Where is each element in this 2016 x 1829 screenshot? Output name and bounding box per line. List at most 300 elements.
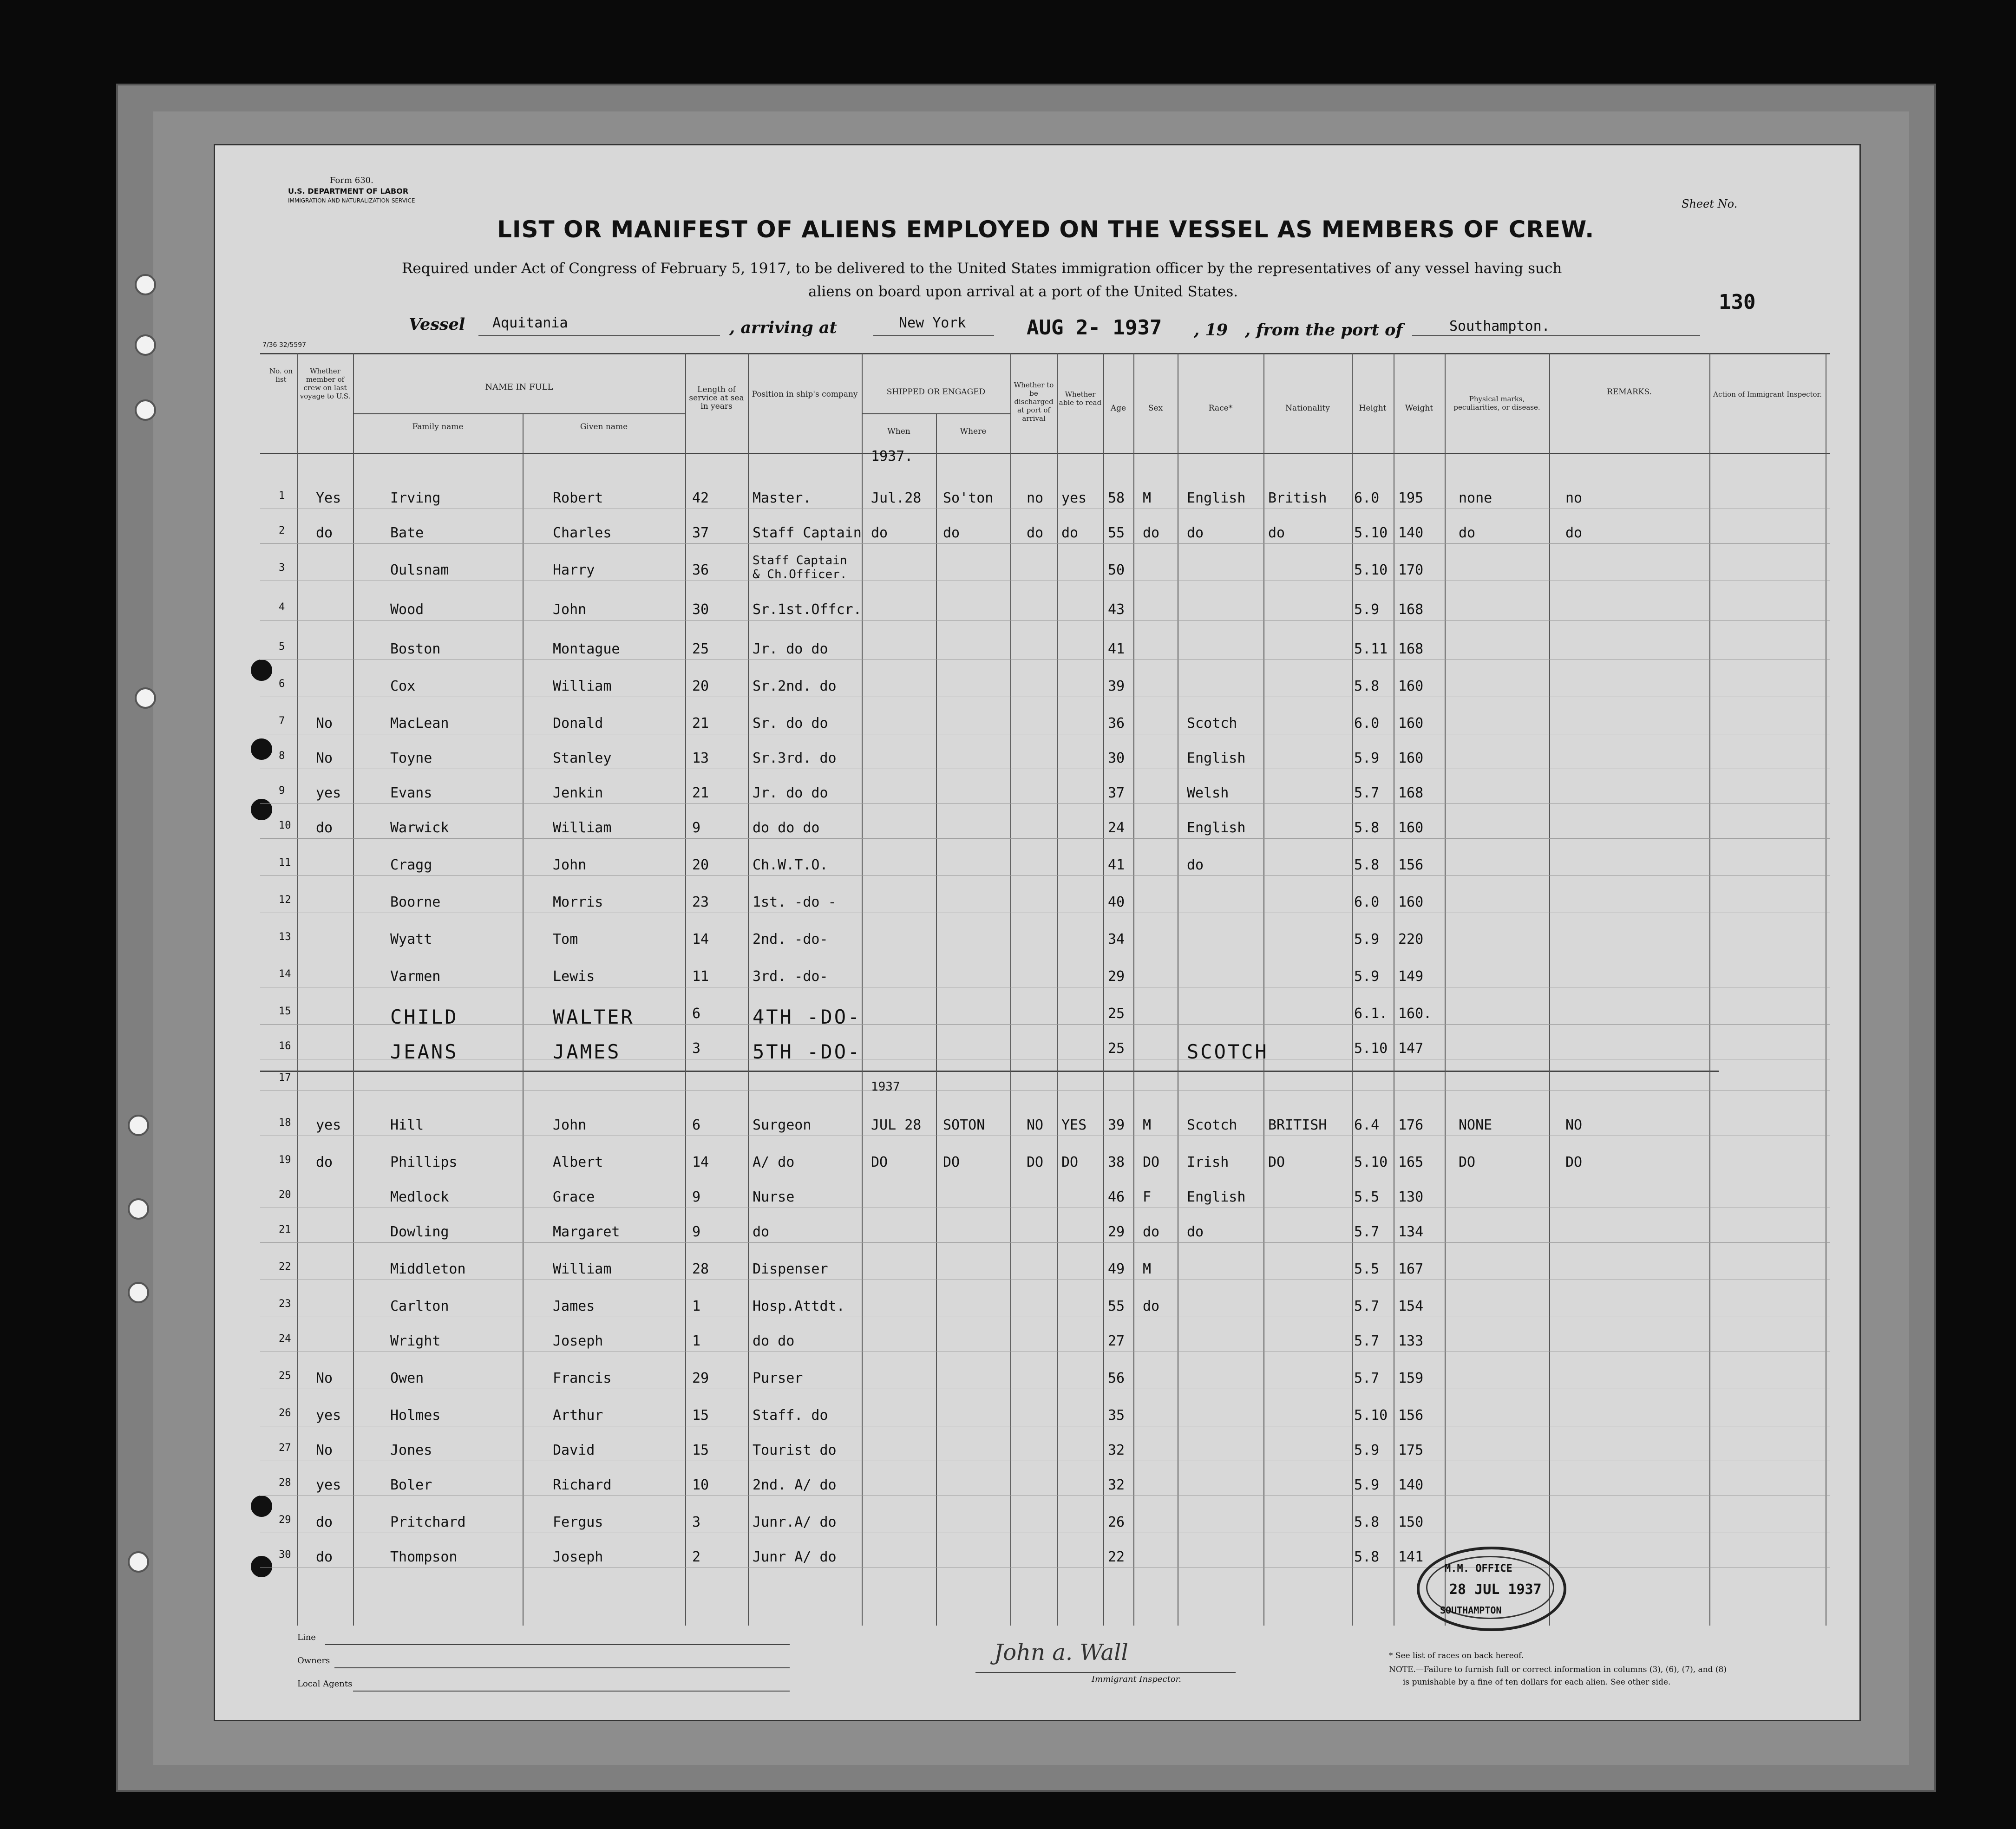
cell-height: 5.9: [1354, 601, 1380, 618]
cell-height: 5.8: [1354, 1549, 1380, 1565]
cell-race: do: [1187, 1224, 1204, 1240]
page-title: LIST OR MANIFEST OF ALIENS EMPLOYED ON THE VESSEL AS MEMBERS OF CREW.: [497, 216, 1595, 243]
cell-family-name: Wood: [390, 601, 424, 618]
cell-given-name: WALTER: [553, 1006, 635, 1028]
cell-service-years: 3: [692, 1514, 701, 1530]
col-header-read: Whether able to read: [1059, 390, 1102, 407]
cell-shipped-where: DO: [943, 1154, 960, 1170]
cell-sex: M: [1143, 490, 1152, 506]
cell-shipped-where: So'ton: [943, 490, 994, 506]
cell-height: 5.8: [1354, 1514, 1380, 1530]
from-underline: [1412, 335, 1700, 336]
cell-family-name: Carlton: [390, 1298, 449, 1314]
footer-line-label: Line: [297, 1633, 316, 1642]
cell-height: 5.8: [1354, 857, 1380, 873]
cell-position: Master.: [753, 490, 812, 506]
cell-shipped-when: DO: [871, 1154, 888, 1170]
stamp-date: 28 JUL 1937: [1449, 1581, 1542, 1598]
cell-nationality: DO: [1268, 1154, 1285, 1170]
form-number: Form 630.: [330, 176, 373, 185]
cell-position: Surgeon: [753, 1117, 812, 1133]
cell-discharged: DO: [1027, 1154, 1044, 1170]
penalty-note-2: is punishable by a fine of ten dollars for each alien. See other side.: [1403, 1678, 1671, 1687]
cell-row-number: 20: [279, 1189, 291, 1201]
binder-hole: [251, 1496, 272, 1517]
col-header-where: Where: [960, 427, 987, 436]
cell-weight: 141: [1398, 1549, 1424, 1565]
form-department: U.S. DEPARTMENT OF LABOR: [288, 187, 409, 196]
footer-agents-blank: [353, 1691, 790, 1692]
cell-height: 5.10: [1354, 1040, 1388, 1057]
cell-weight: 170: [1398, 562, 1424, 578]
cell-row-number: 24: [279, 1333, 291, 1345]
vessel-label: Vessel: [409, 315, 465, 334]
binder-hole: [251, 660, 272, 681]
cell-given-name: John: [553, 857, 587, 873]
cell-age: 25: [1108, 1006, 1125, 1022]
cell-crew-last-voyage: do: [316, 1549, 333, 1565]
col-header-physical-marks: Physical marks, peculiarities, or disease.: [1453, 395, 1540, 412]
cell-position: Sr. do do: [753, 715, 828, 732]
cell-service-years: 13: [692, 750, 709, 766]
cell-service-years: 14: [692, 1154, 709, 1170]
cell-weight: 130: [1398, 1189, 1424, 1205]
cell-crew-last-voyage: No: [316, 1442, 333, 1458]
cell-crew-last-voyage: do: [316, 820, 333, 836]
cell-position: Ch.W.T.O.: [753, 857, 828, 873]
cell-race: English: [1187, 490, 1246, 506]
cell-physical-marks: none: [1459, 490, 1492, 506]
cell-age: 43: [1108, 601, 1125, 618]
cell-age: 32: [1108, 1477, 1125, 1493]
cell-age: 39: [1108, 678, 1125, 694]
col-header-shipped: SHIPPED OR ENGAGED: [886, 387, 986, 397]
cell-position: 2nd. -do-: [753, 931, 828, 947]
cell-position: Staff Captain & Ch.Officer.: [753, 554, 847, 581]
stamp-office: M.M. OFFICE: [1445, 1563, 1512, 1574]
cell-row-number: 21: [279, 1224, 291, 1235]
col-header-race: Race*: [1208, 404, 1233, 413]
cell-given-name: Stanley: [553, 750, 612, 766]
cell-remarks: DO: [1565, 1154, 1583, 1170]
table-row: [260, 1242, 1830, 1243]
cell-height: 5.5: [1354, 1189, 1380, 1205]
cell-crew-last-voyage: do: [316, 1514, 333, 1530]
col-header-action: Action of Immigrant Inspector.: [1713, 390, 1822, 398]
cell-given-name: Morris: [553, 894, 603, 910]
cell-service-years: 25: [692, 641, 709, 657]
cell-weight: 140: [1398, 525, 1424, 541]
cell-row-number: 15: [279, 1006, 291, 1017]
cell-service-years: 9: [692, 1224, 701, 1240]
col-header-height: Height: [1359, 404, 1387, 413]
cell-discharged: no: [1027, 490, 1044, 506]
cell-height: 5.7: [1354, 1298, 1380, 1314]
cell-row-number: 17: [279, 1072, 291, 1084]
cell-family-name: Varmen: [390, 968, 441, 985]
col-header-age: Age: [1110, 404, 1126, 413]
cell-crew-last-voyage: do: [316, 525, 333, 541]
cell-weight: 175: [1398, 1442, 1424, 1458]
cell-position: Purser: [753, 1370, 803, 1386]
binder-hole: [251, 738, 272, 760]
binder-hole: [128, 1551, 149, 1573]
cell-age: 24: [1108, 820, 1125, 836]
cell-height: 5.9: [1354, 1477, 1380, 1493]
cell-family-name: Boorne: [390, 894, 441, 910]
binder-hole: [128, 1282, 149, 1303]
cell-remarks: NO: [1565, 1117, 1583, 1133]
cell-family-name: Cragg: [390, 857, 432, 873]
cell-row-number: 8: [279, 750, 285, 762]
cell-service-years: 37: [692, 525, 709, 541]
cell-weight: 167: [1398, 1261, 1424, 1277]
cell-weight: 156: [1398, 1407, 1424, 1424]
cell-weight: 134: [1398, 1224, 1424, 1240]
cell-height: 5.10: [1354, 1407, 1388, 1424]
cell-crew-last-voyage: yes: [316, 1407, 341, 1424]
cell-height: 5.5: [1354, 1261, 1380, 1277]
cell-age: 27: [1108, 1333, 1125, 1349]
table-row: [260, 875, 1830, 876]
cell-service-years: 14: [692, 931, 709, 947]
col-header-given-name: Given name: [580, 422, 628, 431]
cell-age: 50: [1108, 562, 1125, 578]
cell-height: 5.9: [1354, 750, 1380, 766]
cell-weight: 195: [1398, 490, 1424, 506]
cell-service-years: 1: [692, 1333, 701, 1349]
table-top-border: [260, 353, 1830, 354]
cell-height: 5.8: [1354, 678, 1380, 694]
binder-hole: [135, 399, 156, 421]
cell-weight: 176: [1398, 1117, 1424, 1133]
cell-age: 58: [1108, 490, 1125, 506]
col-divider: [862, 353, 863, 1626]
col-divider: [353, 353, 354, 1626]
cell-row-number: 7: [279, 715, 285, 727]
col-divider: [1263, 353, 1264, 1626]
cell-service-years: 21: [692, 785, 709, 801]
cell-height: 5.7: [1354, 785, 1380, 801]
cell-family-name: Hill: [390, 1117, 424, 1133]
cell-family-name: Holmes: [390, 1407, 441, 1424]
cell-height: 5.8: [1354, 820, 1380, 836]
cell-crew-last-voyage: Yes: [316, 490, 341, 506]
cell-given-name: Joseph: [553, 1549, 603, 1565]
cell-weight: 160: [1398, 750, 1424, 766]
table-row: [260, 803, 1830, 804]
cell-family-name: Thompson: [390, 1549, 458, 1565]
cell-position: Staff Captain: [753, 525, 862, 541]
cell-race: Welsh: [1187, 785, 1229, 801]
cell-position: 3rd. -do-: [753, 968, 828, 985]
form-code: 7/36 32/5597: [262, 341, 307, 349]
cell-position: do: [753, 1224, 770, 1240]
cell-remarks: do: [1565, 525, 1583, 541]
cell-physical-marks: DO: [1459, 1154, 1476, 1170]
cell-row-number: 16: [279, 1040, 291, 1052]
cell-family-name: Pritchard: [390, 1514, 466, 1530]
cell-height: 6.0: [1354, 715, 1380, 732]
vessel-name: Aquitania: [492, 315, 568, 331]
form-service: IMMIGRATION AND NATURALIZATION SERVICE: [288, 197, 415, 204]
col-divider: [1133, 353, 1134, 1626]
cell-service-years: 20: [692, 678, 709, 694]
cell-family-name: Jones: [390, 1442, 432, 1458]
footer-owners-label: Owners: [297, 1656, 330, 1666]
col-header-discharged: Whether to be discharged at port of arrival: [1014, 381, 1054, 423]
binder-hole: [135, 687, 156, 709]
year-annotation: 1937.: [871, 448, 913, 464]
cell-service-years: 29: [692, 1370, 709, 1386]
cell-position: do do: [753, 1333, 795, 1349]
cell-row-number: 25: [279, 1370, 291, 1382]
cell-service-years: 28: [692, 1261, 709, 1277]
cell-position: Sr.3rd. do: [753, 750, 837, 766]
cell-age: 39: [1108, 1117, 1125, 1133]
cell-row-number: 1: [279, 490, 285, 502]
cell-height: 5.9: [1354, 1442, 1380, 1458]
cell-age: 35: [1108, 1407, 1125, 1424]
from-port: Southampton.: [1449, 318, 1550, 334]
cell-row-number: 2: [279, 525, 285, 536]
inspector-caption: Immigrant Inspector.: [1092, 1674, 1182, 1684]
cell-row-number: 11: [279, 857, 291, 869]
cell-family-name: Middleton: [390, 1261, 466, 1277]
cell-height: 5.10: [1354, 1154, 1388, 1170]
cell-given-name: Richard: [553, 1477, 612, 1493]
cell-position: Nurse: [753, 1189, 795, 1205]
cell-row-number: 30: [279, 1549, 291, 1561]
cell-given-name: David: [553, 1442, 595, 1458]
table-row: [260, 838, 1830, 839]
col-header-family-name: Family name: [412, 422, 464, 431]
cell-age: 22: [1108, 1549, 1125, 1565]
cell-weight: 140: [1398, 1477, 1424, 1493]
year-label: , 19: [1194, 320, 1228, 340]
col-header-service: Length of service at sea in years: [689, 385, 744, 411]
cell-given-name: Robert: [553, 490, 603, 506]
arriving-port: New York: [899, 315, 966, 331]
cell-service-years: 42: [692, 490, 709, 506]
cell-sex: DO: [1143, 1154, 1160, 1170]
cell-age: 34: [1108, 931, 1125, 947]
cell-row-number: 22: [279, 1261, 291, 1273]
cell-nationality: BRITISH: [1268, 1117, 1327, 1133]
cell-family-name: Owen: [390, 1370, 424, 1386]
table-row: [260, 543, 1830, 544]
cell-given-name: Arthur: [553, 1407, 603, 1424]
cell-family-name: Wyatt: [390, 931, 432, 947]
cell-given-name: Tom: [553, 931, 578, 947]
cell-age: 41: [1108, 641, 1125, 657]
cell-position: do do do: [753, 820, 820, 836]
cell-position: A/ do: [753, 1154, 795, 1170]
shipped-subheader-line: [862, 413, 1010, 414]
col-header-nationality: Nationality: [1285, 404, 1330, 413]
col-header-position: Position in ship's company: [752, 390, 858, 399]
footer-line-blank: [325, 1644, 790, 1645]
cell-service-years: 2: [692, 1549, 701, 1565]
cell-given-name: Albert: [553, 1154, 603, 1170]
cell-row-number: 27: [279, 1442, 291, 1454]
cell-row-number: 4: [279, 601, 285, 613]
cell-service-years: 3: [692, 1040, 701, 1057]
cell-row-number: 5: [279, 641, 285, 653]
col-divider: [1549, 353, 1550, 1626]
cell-given-name: Jenkin: [553, 785, 603, 801]
col-divider: [1103, 353, 1104, 1626]
cell-family-name: Toyne: [390, 750, 432, 766]
cell-weight: 154: [1398, 1298, 1424, 1314]
cell-weight: 168: [1398, 641, 1424, 657]
col-header-weight: Weight: [1405, 404, 1433, 413]
cell-nationality: do: [1268, 525, 1285, 541]
arrival-date-stamp: AUG 2- 1937: [1027, 316, 1162, 340]
cell-crew-last-voyage: yes: [316, 1117, 341, 1133]
cell-given-name: John: [553, 601, 587, 618]
year-annotation: 1937: [871, 1080, 900, 1094]
cell-height: 5.7: [1354, 1224, 1380, 1240]
cell-row-number: 6: [279, 678, 285, 690]
cell-given-name: Donald: [553, 715, 603, 732]
cell-row-number: 14: [279, 968, 291, 980]
cell-height: 5.9: [1354, 931, 1380, 947]
cell-position: 1st. -do -: [753, 894, 837, 910]
cell-shipped-where: SOTON: [943, 1117, 985, 1133]
cell-position: 5TH -DO-: [753, 1040, 862, 1063]
col-header-name: NAME IN FULL: [485, 382, 553, 392]
from-port-label: , from the port of: [1245, 320, 1403, 340]
cell-service-years: 6: [692, 1117, 701, 1133]
cell-row-number: 19: [279, 1154, 291, 1166]
cell-position: Jr. do do: [753, 641, 828, 657]
cell-age: 55: [1108, 525, 1125, 541]
cell-sex: do: [1143, 525, 1160, 541]
cell-position: Sr.1st.Offcr.: [753, 601, 862, 618]
cell-crew-last-voyage: yes: [316, 785, 341, 801]
cell-row-number: 12: [279, 894, 291, 906]
table-row: [260, 620, 1830, 621]
col-divider: [1010, 353, 1011, 1626]
cell-row-number: 18: [279, 1117, 291, 1129]
cell-age: 46: [1108, 1189, 1125, 1205]
col-divider: [685, 353, 686, 1626]
cell-row-number: 13: [279, 931, 291, 943]
cell-row-number: 9: [279, 785, 285, 797]
arriving-label: , arriving at: [729, 318, 837, 337]
cell-height: 6.1.: [1354, 1006, 1388, 1022]
cell-given-name: Joseph: [553, 1333, 603, 1349]
cell-given-name: William: [553, 678, 612, 694]
arriving-underline: [873, 335, 994, 336]
cell-family-name: Oulsnam: [390, 562, 449, 578]
cell-age: 40: [1108, 894, 1125, 910]
cell-given-name: Lewis: [553, 968, 595, 985]
cell-sex: do: [1143, 1298, 1160, 1314]
cell-given-name: Charles: [553, 525, 612, 541]
cell-weight: 220: [1398, 931, 1424, 947]
cell-able-to-read: DO: [1061, 1154, 1079, 1170]
cell-physical-marks: do: [1459, 525, 1476, 541]
cell-weight: 147: [1398, 1040, 1424, 1057]
cell-position: Tourist do: [753, 1442, 837, 1458]
cell-race: Scotch: [1187, 1117, 1237, 1133]
cell-height: 6.4: [1354, 1117, 1380, 1133]
cell-row-number: 3: [279, 562, 285, 574]
cell-able-to-read: do: [1061, 525, 1079, 541]
subtitle-line-1: Required under Act of Congress of February 5, 1917, to be delivered to the United States immigration officer by the representatives of any vessel having such: [402, 260, 1562, 277]
cell-family-name: Irving: [390, 490, 441, 506]
cell-nationality: British: [1268, 490, 1327, 506]
cell-position: Junr A/ do: [753, 1549, 837, 1565]
cell-family-name: Cox: [390, 678, 416, 694]
cell-position: Staff. do: [753, 1407, 828, 1424]
cell-family-name: Wright: [390, 1333, 441, 1349]
col-divider: [1445, 353, 1446, 1626]
sheet-label: Sheet No.: [1682, 197, 1738, 210]
cell-age: 26: [1108, 1514, 1125, 1530]
cell-weight: 159: [1398, 1370, 1424, 1386]
penalty-note-1: NOTE.—Failure to furnish full or correct information in columns (3), (6), (7), and (8): [1389, 1665, 1727, 1674]
col-divider: [1057, 353, 1058, 1626]
cell-race: do: [1187, 525, 1204, 541]
cell-sex: M: [1143, 1117, 1152, 1133]
cell-position: Sr.2nd. do: [753, 678, 837, 694]
cell-race: do: [1187, 857, 1204, 873]
cell-given-name: Fergus: [553, 1514, 603, 1530]
cell-position: 4TH -DO-: [753, 1006, 862, 1028]
cell-height: 5.11: [1354, 641, 1388, 657]
col-divider: [748, 353, 749, 1626]
cell-remarks: no: [1565, 490, 1583, 506]
subtitle-line-2: aliens on board upon arrival at a port of the United States.: [808, 283, 1238, 300]
cell-given-name: Montague: [553, 641, 620, 657]
cell-race: English: [1187, 820, 1246, 836]
cell-row-number: 29: [279, 1514, 291, 1526]
cell-family-name: MacLean: [390, 715, 449, 732]
cell-service-years: 1: [692, 1298, 701, 1314]
table-header-bottom: [260, 453, 1830, 454]
table-row: [260, 1024, 1830, 1025]
binder-hole: [135, 274, 156, 295]
cell-position: Hosp.Attdt.: [753, 1298, 845, 1314]
inspector-signature: John a. Wall: [994, 1640, 1128, 1666]
cell-weight: 160.: [1398, 1006, 1432, 1022]
cell-discharged: do: [1027, 525, 1044, 541]
cell-age: 32: [1108, 1442, 1125, 1458]
cell-height: 5.10: [1354, 562, 1388, 578]
cell-given-name: William: [553, 1261, 612, 1277]
binder-hole: [251, 1556, 272, 1577]
cell-shipped-when: do: [871, 525, 888, 541]
cell-age: 37: [1108, 785, 1125, 801]
cell-service-years: 20: [692, 857, 709, 873]
cell-family-name: Evans: [390, 785, 432, 801]
cell-service-years: 15: [692, 1407, 709, 1424]
cell-family-name: CHILD: [390, 1006, 458, 1028]
cell-family-name: Medlock: [390, 1189, 449, 1205]
col-header-crew-last-voyage: Whether member of crew on last voyage to U.S.: [300, 367, 351, 400]
col-divider: [523, 413, 524, 1626]
cell-weight: 150: [1398, 1514, 1424, 1530]
cell-weight: 156: [1398, 857, 1424, 873]
cell-service-years: 36: [692, 562, 709, 578]
cell-service-years: 21: [692, 715, 709, 732]
footer-agents-label: Local Agents: [297, 1679, 353, 1689]
cell-row-number: 23: [279, 1298, 291, 1310]
cell-physical-marks: NONE: [1459, 1117, 1492, 1133]
